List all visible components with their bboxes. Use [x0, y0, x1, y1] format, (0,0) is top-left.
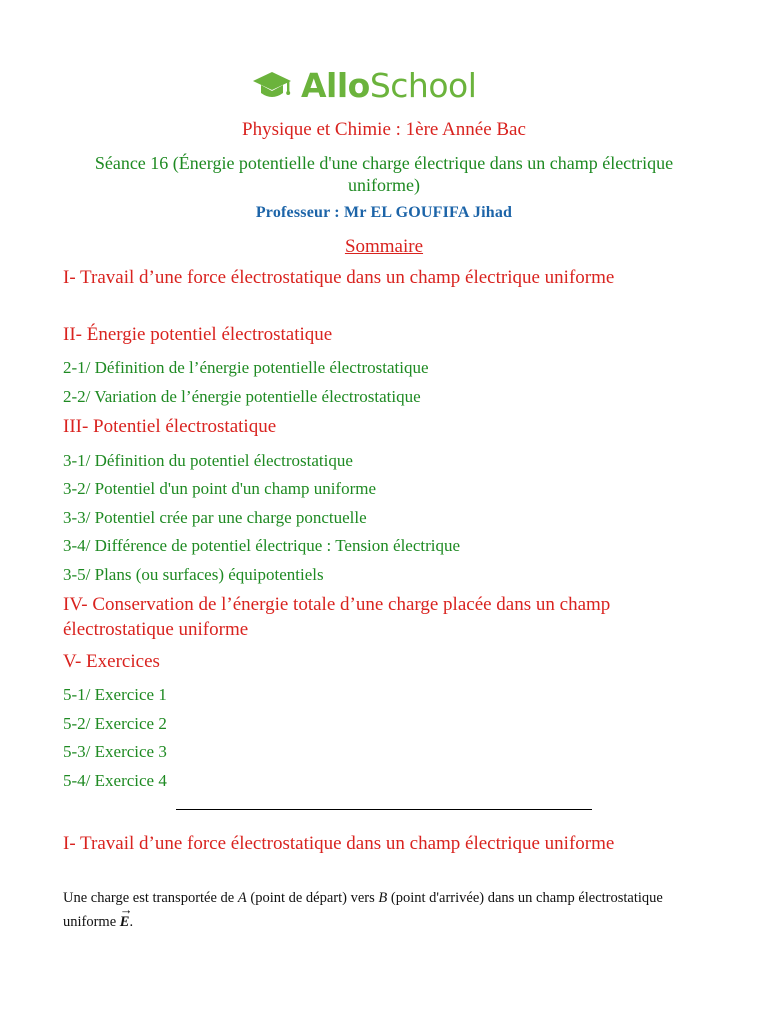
toc-subsection[interactable]: 2-1/ Définition de l’énergie potentielle électrostatique: [63, 358, 429, 377]
graduation-cap-icon: [252, 70, 292, 102]
section-divider: [176, 809, 592, 810]
section-heading: I- Travail d’une force électrostatique dans un champ électrique uniforme: [63, 833, 615, 854]
math-var-b: B: [378, 890, 388, 906]
electric-field-vector: → E: [120, 910, 130, 934]
toc-subsection[interactable]: 5-4/ Exercice 4: [63, 771, 167, 790]
toc-section[interactable]: V- Exercices: [63, 651, 160, 672]
toc-subsection[interactable]: 3-2/ Potentiel d'un point d'un champ uniforme: [63, 479, 377, 498]
summary-title: Sommaire: [344, 236, 424, 257]
toc-section[interactable]: I- Travail d’une force électrostatique dans un champ électrique uniforme: [63, 267, 615, 288]
alloschool-logo: [252, 64, 476, 108]
toc-subsection[interactable]: 5-2/ Exercice 2: [63, 714, 167, 733]
toc-subsection[interactable]: 2-2/ Variation de l’énergie potentielle électrostatique: [63, 387, 421, 406]
toc-section[interactable]: II- Énergie potentiel électrostatique: [63, 324, 333, 345]
professor-name: Professeur : Mr EL GOUFIFA Jihad: [255, 204, 513, 221]
toc-subsection[interactable]: 5-3/ Exercice 3: [63, 742, 167, 761]
course-subject: Physique et Chimie : 1ère Année Bac: [242, 119, 526, 140]
toc-subsection[interactable]: 3-4/ Différence de potentiel électrique : Tension électrique: [63, 536, 461, 555]
toc-section[interactable]: III- Potentiel électrostatique: [63, 416, 277, 437]
toc-subsection[interactable]: 5-1/ Exercice 1: [63, 685, 167, 704]
brand-name: AlloSchool: [301, 66, 477, 105]
math-var-a: A: [237, 890, 247, 906]
toc-section[interactable]: IV- Conservation de l’énergie totale d’une charge placée dans un champ électrostatique uniforme: [63, 594, 611, 640]
toc-subsection[interactable]: 3-5/ Plans (ou surfaces) équipotentiels: [63, 565, 324, 584]
toc-subsection[interactable]: 3-1/ Définition du potentiel électrostatique: [63, 451, 353, 470]
section-paragraph: Une charge est transportée de A (point de départ) vers B (point d'arrivée) dans un champ électrostatique uniforme → E.: [63, 886, 703, 934]
toc-subsection[interactable]: 3-3/ Potentiel crée par une charge ponctuelle: [63, 508, 367, 527]
session-title: Séance 16 (Énergie potentielle d'une charge électrique dans un champ électrique uniforme): [94, 153, 674, 195]
